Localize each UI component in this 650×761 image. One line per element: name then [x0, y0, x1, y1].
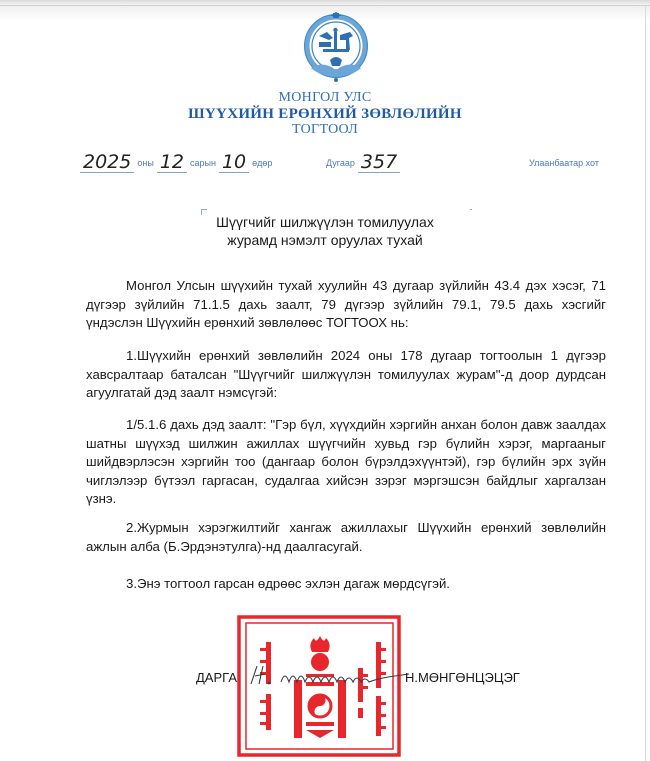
date-line	[80, 152, 275, 178]
subject-line-1: Шүүгчийг шилжүүлэн томилуулах	[216, 214, 434, 230]
signatory-title: ДАРГА	[196, 670, 237, 685]
subject-corner-right	[470, 209, 472, 212]
day-label: өдөр	[252, 158, 273, 168]
place: Улаанбаатар хот	[529, 158, 599, 168]
document-number: 357	[358, 152, 400, 173]
header-country: МОНГОЛ УЛС	[278, 90, 372, 105]
month-label: сарын	[190, 158, 216, 168]
state-emblem-icon	[303, 10, 369, 86]
number-line	[323, 152, 400, 178]
date-day: 10	[219, 152, 249, 173]
subject-line-2: журамд нэмэлт оруулах тухай	[227, 232, 423, 248]
paragraph-text: 2.Журмын хэрэгжилтийг хангаж ажиллахыг Шүүхийн ерөнхий зөвлөлийн ажлын алба (Б.Эрдэнэтулга)-нд даалгасугай.	[86, 520, 606, 554]
paragraph-item-2	[86, 519, 606, 556]
date-year: 2025	[80, 152, 134, 173]
paragraph-text: Монгол Улсын шүүхийн тухай хуулийн 43 дугаар зүйлийн 43.4 дэх хэсэг, 71 дүгээр зүйлийн 71.1.5 дахь заалт, 79 дүгээр зүйлийн 79.1, 79.5 дахь хэсгийг үндэслэн Шүүхийн ерөнхий зөвлөлөөс ТОГТООХ нь:	[86, 278, 606, 331]
paragraph-preamble	[86, 277, 606, 333]
paragraph-text: 1/5.1.6 дахь дэд заалт: "Гэр бүл, хүүхдийн хэргийн анхан болон давж заалдах шатны шүүхэд шилжин ажиллах шүүгчийн хувьд гэр бүлийн хэрэг, маргааныг шийдвэрлэсэн хэргийн тоо (дангаар болон бүрэлдэхүүнтэй), гэр бүлийн эрх зүйн чиглэлээр бүтээл гаргасан, судалгаа хийсэн зэрэг мэргэшсэн байдлыг харгалзан үзнэ.	[86, 417, 606, 507]
header-doc-type: ТОГТООЛ	[291, 122, 359, 137]
paragraph-subclause	[86, 416, 606, 509]
signatory-name: Н.МӨНГӨНЦЭЦЭГ	[405, 670, 520, 685]
header-institution: ШҮҮХИЙН ЕРӨНХИЙ ЗӨВЛӨЛИЙН	[188, 106, 462, 122]
handwritten-signature	[247, 662, 412, 688]
paragraph-text: 3.Энэ тогтоол гарсан өдрөөс эхлэн дагаж мөрдсүгэй.	[126, 576, 450, 591]
year-label: оны	[137, 158, 154, 168]
paragraph-item-3	[86, 575, 606, 594]
paragraph-item-1	[86, 347, 606, 403]
paragraph-text: 1.Шүүхийн ерөнхий зөвлөлийн 2024 оны 178 дугаар тогтоолын 1 дүгээр хавсралтаар баталсан "Шүүгчийг шилжүүлэн томилуулах журам"-д доор дурдсан агуулгатай дэд заалт нэмсүгэй:	[86, 348, 606, 401]
date-month: 12	[157, 152, 187, 173]
number-label: Дугаар	[326, 158, 355, 168]
